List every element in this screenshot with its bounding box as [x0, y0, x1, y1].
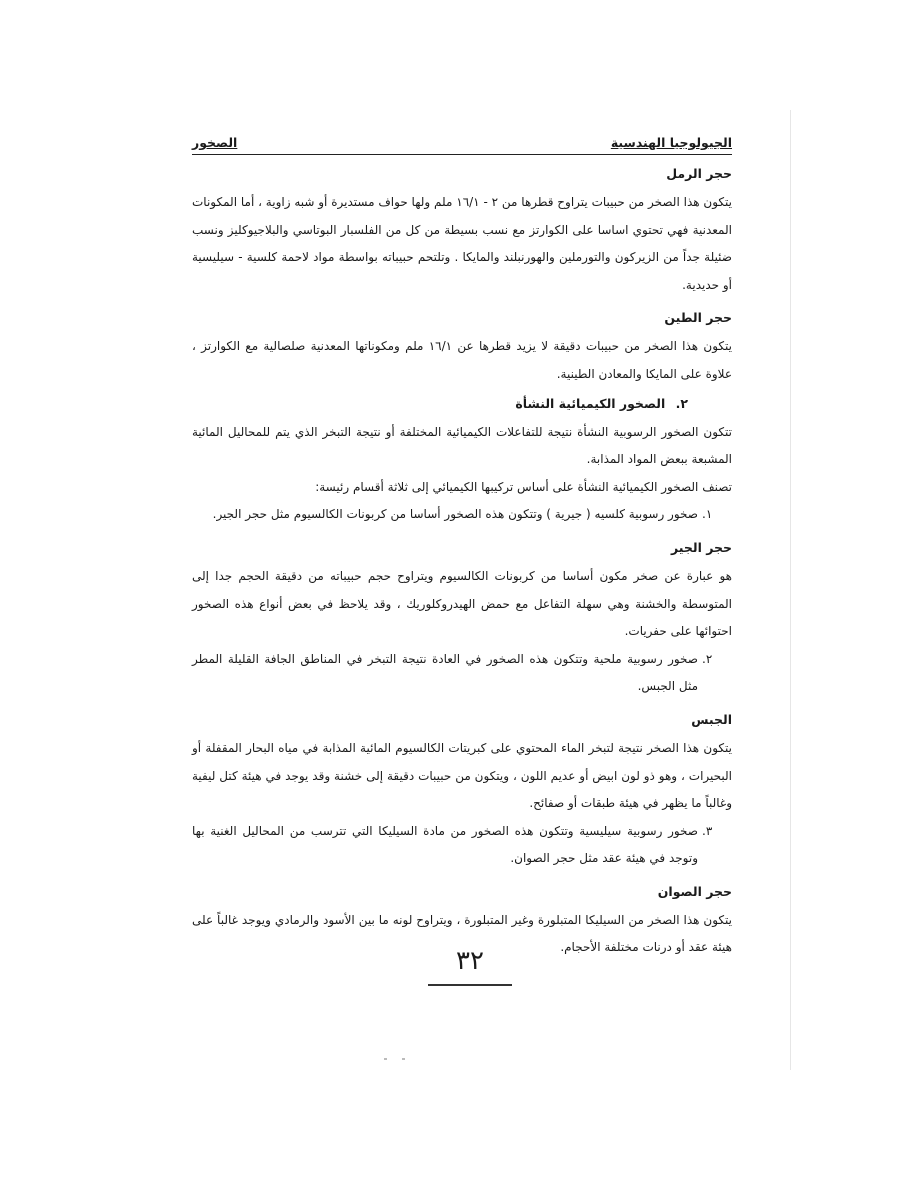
- chert-heading: حجر الصوان: [657, 883, 732, 899]
- scan-edge-line: [790, 110, 791, 1070]
- document-page: [192, 128, 732, 962]
- list-item-2-number: ٢.: [702, 651, 713, 666]
- sandstone-heading: حجر الرمل: [666, 166, 732, 181]
- list-item-2-text: صخور رسوبية ملحية وتتكون هذه الصخور في العادة نتيجة التبخر في المناطق الجافة القليلة المطر مثل الجبس.: [192, 651, 698, 694]
- chert-paragraph: يتكون هذا الصخر من السيليكا المتبلورة وغير المتبلورة ، ويتراوح لونه ما بين الأسود والرمادي ويوجد غالباً على هيئة عقد أو درنات مختلفة الأحجام.: [192, 912, 732, 955]
- sandstone-paragraph: يتكون هذا الصخر من حبيبات يتراوح قطرها من ٢ - ١٦/١ ملم ولها حواف مستديرة أو شبه زاوية ، أما المكونات المعدنية فهي تحتوي اساسا على الكوارتز مع نسب بسيطة من كل من الفلسبار البوتاسي والبلاجيوكليز ونسب ضئيلة جداً من الزيركون والتورملين والهورنبلند والمايكا . وتلتحم حبيباته بواسطة مواد لاحمة كلسية - سيليسية أو حديدية.: [192, 195, 733, 292]
- list-item-1-text: صخور رسوبية كلسيه ( جيرية ) وتتكون هذه الصخور أساسا من كربونات الكالسيوم مثل حجر الجير.: [212, 507, 698, 522]
- page-header: [192, 134, 732, 155]
- list-item-2: [192, 646, 732, 701]
- limestone-heading: حجر الجير: [670, 539, 732, 555]
- list-item-3-number: ٣.: [702, 823, 713, 838]
- gypsum-heading: الجبس: [691, 711, 732, 727]
- limestone-paragraph: هو عبارة عن صخر مكون أساسا من كربونات الكالسيوم ويتراوح حجم حبيباته من دقيقة الحجم جدا إلى المتوسطة والخشنة وهي سهلة التفاعل مع حمض الهيدروكلوريك ، وقد يلاحظ في بعض أنواع هذه الصخور احتوائها على حفريات.: [192, 568, 732, 639]
- chemical-rocks-title: الصخور الكيميائية النشأة: [515, 395, 666, 411]
- list-item-1-number: ١.: [702, 507, 713, 522]
- page-number: ٣٢: [456, 946, 484, 976]
- chemical-rocks-heading: [192, 391, 688, 417]
- header-title-left: الصخور: [192, 135, 238, 150]
- header-title-right: الجيولوجيا الهندسية: [610, 135, 732, 150]
- classification-paragraph: تصنف الصخور الكيميائية النشأة على أساس تركيبها الكيميائي إلى ثلاثة أقسام رئيسة:: [315, 479, 732, 494]
- list-item-3-text: صخور رسوبية سيليسية وتتكون هذه الصخور من مادة السيليكا التي تترسب من المحاليل الغنية بها وتوجد في هيئة عقد مثل حجر الصوان.: [192, 823, 698, 866]
- list-item-1: [192, 501, 732, 529]
- scan-speck: [384, 1058, 387, 1060]
- page-number-underline: [428, 984, 512, 986]
- claystone-paragraph: يتكون هذا الصخر من حبيبات دقيقة لا يزيد قطرها عن ١٦/١ ملم ومكوناتها المعدنية صلصالية مع الكوارتز ، علاوة على المايكا والمعادن الطينية.: [192, 339, 732, 381]
- claystone-heading: حجر الطين: [664, 310, 732, 326]
- chemical-rocks-number: ٢.: [675, 395, 688, 411]
- gypsum-paragraph: يتكون هذا الصخر نتيجة لتبخر الماء المحتوي على كبريتات الكالسيوم المائية المذابة في مياه البحار المقفلة أو البحيرات ، وهو ذو لون ابيض أو عديم اللون ، ويتكون من حبيبات دقيقة إلى خشنة وقد يوجد في هيئة كتل ليفية وغالباً ما يظهر في هيئة طبقات أو صفائح.: [192, 740, 732, 811]
- list-item-3: [192, 818, 732, 873]
- scan-speck: [402, 1058, 405, 1060]
- chemical-rocks-paragraph: تتكون الصخور الرسوبية النشأة نتيجة للتفاعلات الكيميائية المختلفة أو نتيجة التبخر الذي يتم للمحاليل المائية المشبعة ببعض المواد المذابة.: [192, 424, 732, 467]
